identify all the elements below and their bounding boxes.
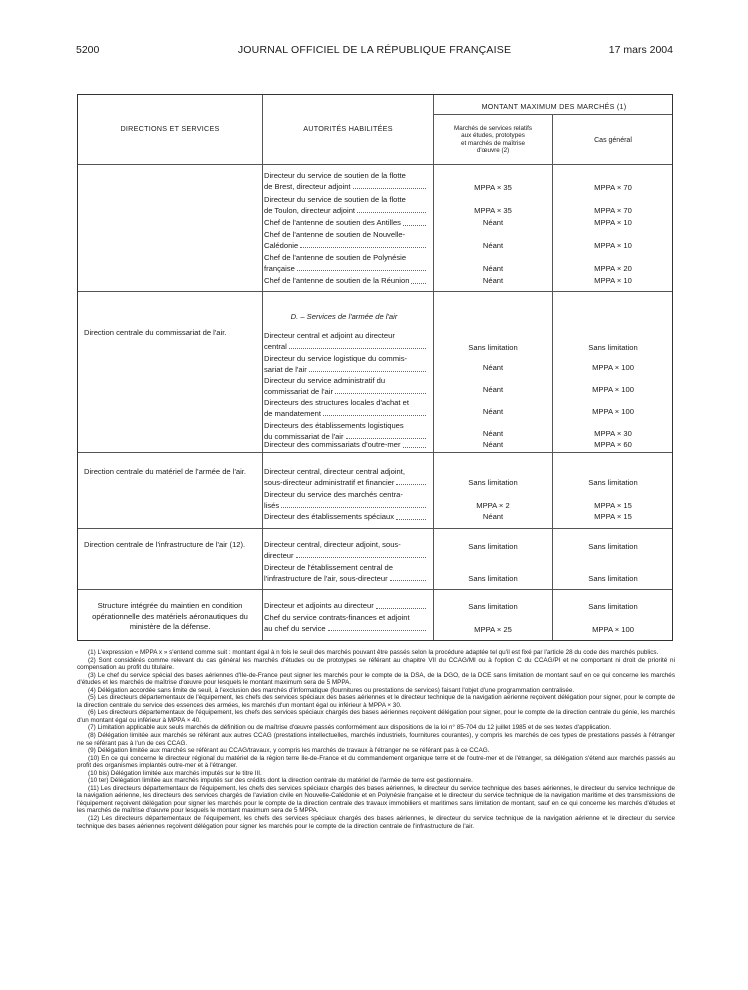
value-etudes: Néant [482, 276, 504, 285]
direction-commissariat: Direction centrale du commissariat de l'air. [84, 328, 227, 337]
value-etudes: MPPA × 35 [474, 206, 512, 215]
value-general: MPPA × 70 [594, 183, 632, 192]
value-general: Sans limitation [588, 542, 638, 551]
section-subtitle: D. – Services de l'armée de l'air [290, 312, 398, 321]
footnote: (4) Délégation accordée sans limite de seuil, à l'exclusion des marchés d'informatique (fournitures ou prestations de services) faisant l'objet d'une programmation centralisée. [88, 686, 575, 694]
autorite-polynesie: Chef de l'antenne de soutien de Polynésie française [264, 253, 426, 274]
autorite-marches-centralises: Directeur du service des marchés centra- lisés [264, 490, 426, 511]
value-etudes: MPPA × 25 [474, 625, 512, 634]
value-general: MPPA × 100 [592, 385, 634, 394]
header-directions: DIRECTIONS ET SERVICES [120, 124, 220, 133]
value-etudes: Néant [482, 385, 504, 394]
autorite-antilles: Chef de l'antenne de soutien des Antilles [264, 218, 426, 229]
value-etudes: Néant [482, 218, 504, 227]
value-general: MPPA × 100 [592, 407, 634, 416]
header-etudes: Marchés de services relatifs aux études, prototypes et marchés de maîtrise d'œuvre (2) [453, 125, 533, 154]
autorite-etablissements-speciaux: Directeur des établissements spéciaux [264, 512, 426, 523]
row-divider [78, 291, 672, 292]
row-divider [433, 114, 672, 115]
value-etudes: Néant [482, 440, 504, 449]
value-etudes: Sans limitation [468, 574, 518, 583]
autorite-outre-mer: Directeur des commissariats d'outre-mer [264, 440, 426, 451]
footnote: (1) L'expression « MPPA x » s'entend comme suit : montant égal à n fois le seuil des marchés pouvant être passés selon la procédure adaptée tel qu'il est fixé par l'article 28 du code des marchés publics. [88, 649, 659, 656]
direction-simmad: Structure intégrée du maintien en condition opérationnelle des matériels aéronautiques du ministère de la défense. [92, 601, 248, 632]
value-etudes: Sans limitation [468, 478, 518, 487]
value-general: Sans limitation [588, 343, 638, 352]
autorite-structures-locales: Directeurs des structures locales d'achat et de mandatement [264, 398, 426, 419]
direction-infrastructure: Direction centrale de l'infrastructure de l'air (12). [84, 540, 246, 549]
value-general: Sans limitation [588, 478, 638, 487]
value-general: MPPA × 15 [594, 501, 632, 510]
running-head [76, 44, 673, 58]
value-general: Sans limitation [588, 602, 638, 611]
value-general: MPPA × 100 [592, 363, 634, 372]
value-general: MPPA × 10 [594, 241, 632, 250]
value-general: MPPA × 60 [594, 440, 632, 449]
footnote: (3) Le chef du service spécial des bases aériennes d'Ile-de-France peut signer les marchés pour le compte de la DSA, de la DGO, de la DCE sans limitation de montant sauf en ce qui concerne les marchés d'études et les marchés de maîtrise d'œuvre pour lesquels le montant maximum sera de 5 MPPA. [77, 671, 675, 687]
footnote: (5) Les directeurs départementaux de l'équipement, les chefs des services spéciaux des bases aériennes et le directeur technique de la navigation aérienne reçoivent délégation pour signer, pour le compte de la direction centrale du service des essences des armées, les marchés d'un montant égal ou inférieur à MPPA × 30. [77, 694, 675, 709]
autorite-toulon: Directeur du service de soutien de la flotte de Toulon, directeur adjoint [264, 195, 426, 216]
value-etudes: MPPA × 35 [474, 183, 512, 192]
autorite-directeur-central: Directeur central et adjoint au directeur central [264, 331, 426, 352]
issue-date: 17 mars 2004 [608, 44, 673, 56]
autorite-directeur-adjoints: Directeur et adjoints au directeur [264, 601, 426, 612]
footnote: (8) Délégation limitée aux marchés se référant aux autres CCAG (prestations intellectuelles, marchés industriels, fournitures courantes), y compris les marchés de ces types de prestations passés à l'étranger ne se référant pas à l'un de ces CCAG. [77, 732, 675, 747]
autorite-service-logistique: Directeur du service logistique du commis- sariat de l'air [264, 354, 426, 375]
delegation-table [77, 94, 673, 641]
value-general: MPPA × 100 [592, 625, 634, 634]
value-general: MPPA × 30 [594, 429, 632, 438]
value-etudes: Sans limitation [468, 542, 518, 551]
value-general: Sans limitation [588, 574, 638, 583]
autorite-brest: Directeur du service de soutien de la flotte de Brest, directeur adjoint [264, 171, 426, 192]
journal-title: JOURNAL OFFICIEL DE LA RÉPUBLIQUE FRANÇAISE [237, 44, 512, 56]
footnote: (7) Limitation applicable aux seuls marchés de définition ou de maîtrise d'œuvre passés conformément aux dispositions de la loi n° 85-704 du 12 juillet 1985 et de ses textes d'application. [88, 724, 611, 732]
autorite-contrats-finances: Chef du service contrats-finances et adjoint au chef du service [264, 613, 426, 634]
value-etudes: Sans limitation [468, 602, 518, 611]
row-divider [78, 528, 672, 529]
value-etudes: Néant [482, 264, 504, 273]
row-divider [78, 452, 672, 453]
footnote: (6) Les directeurs départementaux de l'équipement, les chefs des services spéciaux chargés des bases aériennes reçoivent délégation pour signer, pour le compte de la direction centrale du génie, les marchés d'un montant égal ou inférieur à MPPA × 40. [77, 709, 675, 724]
column-divider [262, 95, 263, 640]
autorite-etablissement-central: Directeur de l'établissement central de l'infrastructure de l'air, sous-directeur [264, 563, 426, 584]
footnote: (9) Délégation limitée aux marchés se référant au CCAG/travaux, y compris les marchés de travaux à l'étranger ne se référant pas à ce CCAG. [88, 747, 490, 755]
value-etudes: Néant [482, 241, 504, 250]
value-etudes: Néant [482, 429, 504, 438]
value-general: MPPA × 20 [594, 264, 632, 273]
footnote: (2) Sont considérés comme relevant du cas général les marchés d'études ou de prototypes se référant au chapitre VII du CCAG/MI ou à l'option C du CCAG/PI et ne comportant ni droit de priorité ni compensation au profit du titulaire. [77, 656, 675, 672]
footnote: (12) Les directeurs départementaux de l'équipement, les chefs des services spéciaux chargés des bases aériennes, le directeur du service technique de la navigation aérienne et le directeur du service technique des bases aériennes reçoivent délégation pour signer les marchés pour le compte de la direction centrale de l'infrastructure de l'air. [77, 815, 675, 830]
value-etudes: Néant [482, 512, 504, 521]
autorite-directeur-central-materiel: Directeur central, directeur central adjoint, sous-directeur administratif et financier [264, 467, 426, 488]
autorite-etablissements-logistiques: Directeurs des établissements logistiques du commissariat de l'air [264, 421, 426, 442]
footnote: (10) En ce qui concerne le directeur régional du matériel de la région terre Ile-de-France et du commandement organique terre et de l'outre-mer et de l'étranger, sa délégation s'étend aux marchés passés au profit des organismes implantés outre-mer et à l'étranger. [77, 754, 675, 770]
footnotes [77, 649, 675, 830]
value-general: MPPA × 15 [594, 512, 632, 521]
header-autorites: AUTORITÉS HABILITÉES [303, 124, 393, 133]
footnote: (11) Les directeurs départementaux de l'équipement, les chefs des services spéciaux chargés des bases aériennes, le directeur du service technique des bases aériennes, le directeur du service technique de la navigation aérienne, les directeurs des services chargés de l'aviation civile en Nouvelle-Calédonie et en Polynésie française et le directeur du service technique de la navigation maritime et des transmissions de l'équipement reçoivent délégation pour signer les marchés pour le compte de la direction centrale des travaux immobiliers et maritimes sans limitation de montant, sauf en ce qui concerne les marchés d'études et les marchés de maîtrise d'œuvre pour lesquels le montant maximum sera de 5 MPPA. [77, 784, 675, 815]
value-etudes: MPPA × 2 [476, 501, 510, 510]
value-general: MPPA × 10 [594, 276, 632, 285]
value-etudes: Sans limitation [468, 343, 518, 352]
autorite-directeur-central-infra: Directeur central, directeur adjoint, sous- directeur [264, 540, 426, 561]
footnote: (10 ter) Délégation limitée aux marchés imputés sur des crédits dont la direction centrale du matériel de l'armée de terre est gestionnaire. [88, 777, 473, 785]
autorite-reunion: Chef de l'antenne de soutien de la Réunion [264, 276, 426, 287]
value-general: MPPA × 10 [594, 218, 632, 227]
direction-materiel: Direction centrale du matériel de l'armée de l'air. [84, 467, 247, 476]
value-etudes: Néant [482, 363, 504, 372]
value-general: MPPA × 70 [594, 206, 632, 215]
page-number: 5200 [76, 44, 100, 56]
footnote: (10 bis) Délégation limitée aux marchés imputés sur le titre III. [88, 769, 262, 777]
autorite-nouvelle-caledonie: Chef de l'antenne de soutien de Nouvelle- Calédonie [264, 230, 426, 251]
header-montant: MONTANT MAXIMUM DES MARCHÉS (1) [481, 102, 627, 111]
header-divider [78, 164, 672, 165]
row-divider [78, 589, 672, 590]
autorite-service-administratif: Directeur du service administratif du commissariat de l'air [264, 376, 426, 397]
header-cas-general: Cas général [594, 137, 632, 144]
value-etudes: Néant [482, 407, 504, 416]
